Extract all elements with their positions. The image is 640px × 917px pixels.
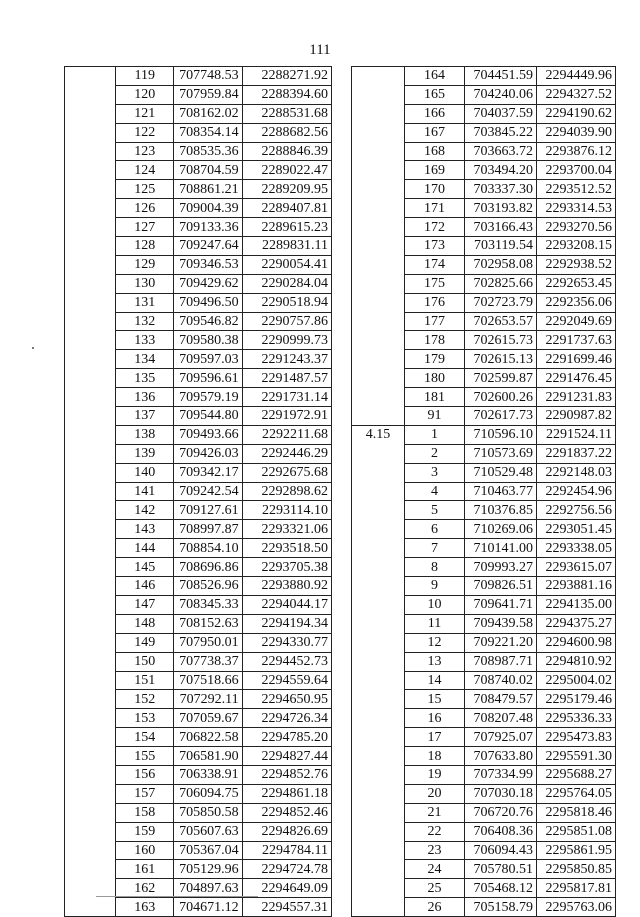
x-coordinate: 707518.66 <box>174 671 242 690</box>
y-coordinate: 2293270.56 <box>537 218 616 237</box>
x-coordinate: 707292.11 <box>174 690 242 709</box>
y-coordinate: 2293876.12 <box>537 142 616 161</box>
point-number: 142 <box>116 501 174 520</box>
x-coordinate: 707950.01 <box>174 633 242 652</box>
point-number: 135 <box>116 369 174 388</box>
point-number: 141 <box>116 482 174 501</box>
point-number: 137 <box>116 407 174 426</box>
x-coordinate: 703337.30 <box>465 180 537 199</box>
y-coordinate: 2292446.29 <box>242 444 331 463</box>
x-coordinate: 710529.48 <box>465 463 537 482</box>
point-number: 134 <box>116 350 174 369</box>
y-coordinate: 2294375.27 <box>537 614 616 633</box>
y-coordinate: 2293051.45 <box>537 520 616 539</box>
y-coordinate: 2293512.52 <box>537 180 616 199</box>
y-coordinate: 2289022.47 <box>242 161 331 180</box>
point-number: 171 <box>405 199 465 218</box>
x-coordinate: 708997.87 <box>174 520 242 539</box>
y-coordinate: 2294650.95 <box>242 690 331 709</box>
point-number: 123 <box>116 142 174 161</box>
y-coordinate: 2292356.06 <box>537 293 616 312</box>
x-coordinate: 703494.20 <box>465 161 537 180</box>
x-coordinate: 703119.54 <box>465 237 537 256</box>
point-number: 165 <box>405 85 465 104</box>
point-number: 150 <box>116 652 174 671</box>
x-coordinate: 708704.59 <box>174 161 242 180</box>
point-number: 152 <box>116 690 174 709</box>
x-coordinate: 709493.66 <box>174 425 242 444</box>
x-coordinate: 708861.21 <box>174 180 242 199</box>
point-number: 172 <box>405 218 465 237</box>
x-coordinate: 709127.61 <box>174 501 242 520</box>
y-coordinate: 2292898.62 <box>242 482 331 501</box>
y-coordinate: 2293338.05 <box>537 539 616 558</box>
point-number: 24 <box>405 860 465 879</box>
y-coordinate: 2294044.17 <box>242 595 331 614</box>
point-number: 129 <box>116 255 174 274</box>
point-number: 145 <box>116 558 174 577</box>
point-number: 1 <box>405 425 465 444</box>
x-coordinate: 705129.96 <box>174 860 242 879</box>
y-coordinate: 2288682.56 <box>242 123 331 142</box>
point-number: 17 <box>405 728 465 747</box>
x-coordinate: 707925.07 <box>465 728 537 747</box>
x-coordinate: 709993.27 <box>465 558 537 577</box>
y-coordinate: 2290518.94 <box>242 293 331 312</box>
y-coordinate: 2290054.41 <box>242 255 331 274</box>
y-coordinate: 2290757.86 <box>242 312 331 331</box>
point-number: 136 <box>116 388 174 407</box>
x-coordinate: 702615.73 <box>465 331 537 350</box>
scan-mark-left <box>32 347 34 349</box>
x-coordinate: 707633.80 <box>465 747 537 766</box>
table-row <box>352 425 616 444</box>
y-coordinate: 2294785.20 <box>242 728 331 747</box>
point-number: 7 <box>405 539 465 558</box>
x-coordinate: 709429.62 <box>174 274 242 293</box>
y-coordinate: 2294190.62 <box>537 104 616 123</box>
point-number: 19 <box>405 765 465 784</box>
y-coordinate: 2288846.39 <box>242 142 331 161</box>
point-number: 149 <box>116 633 174 652</box>
y-coordinate: 2294861.18 <box>242 784 331 803</box>
y-coordinate: 2295850.85 <box>537 860 616 879</box>
point-number: 5 <box>405 501 465 520</box>
y-coordinate: 2293208.15 <box>537 237 616 256</box>
x-coordinate: 709641.71 <box>465 595 537 614</box>
x-coordinate: 709004.39 <box>174 199 242 218</box>
section-cell <box>352 67 405 426</box>
x-coordinate: 709221.20 <box>465 633 537 652</box>
point-number: 176 <box>405 293 465 312</box>
x-coordinate: 702617.73 <box>465 407 537 426</box>
y-coordinate: 2294810.92 <box>537 652 616 671</box>
x-coordinate: 702600.26 <box>465 388 537 407</box>
point-number: 154 <box>116 728 174 747</box>
x-coordinate: 706581.90 <box>174 747 242 766</box>
point-number: 16 <box>405 709 465 728</box>
point-number: 164 <box>405 67 465 86</box>
y-coordinate: 2289615.23 <box>242 218 331 237</box>
y-coordinate: 2295818.46 <box>537 803 616 822</box>
point-number: 157 <box>116 784 174 803</box>
y-coordinate: 2294449.96 <box>537 67 616 86</box>
x-coordinate: 707334.99 <box>465 765 537 784</box>
page-number: 111 <box>309 42 331 58</box>
point-number: 91 <box>405 407 465 426</box>
y-coordinate: 2293881.16 <box>537 577 616 596</box>
y-coordinate: 2294726.34 <box>242 709 331 728</box>
x-coordinate: 706338.91 <box>174 765 242 784</box>
y-coordinate: 2291231.83 <box>537 388 616 407</box>
y-coordinate: 2292756.56 <box>537 501 616 520</box>
point-number: 169 <box>405 161 465 180</box>
x-coordinate: 709133.36 <box>174 218 242 237</box>
y-coordinate: 2293321.06 <box>242 520 331 539</box>
y-coordinate: 2289407.81 <box>242 199 331 218</box>
y-coordinate: 2295336.33 <box>537 709 616 728</box>
x-coordinate: 702599.87 <box>465 369 537 388</box>
x-coordinate: 708696.86 <box>174 558 242 577</box>
y-coordinate: 2294724.78 <box>242 860 331 879</box>
y-coordinate: 2294194.34 <box>242 614 331 633</box>
y-coordinate: 2294452.73 <box>242 652 331 671</box>
point-number: 6 <box>405 520 465 539</box>
point-number: 170 <box>405 180 465 199</box>
y-coordinate: 2295688.27 <box>537 765 616 784</box>
y-coordinate: 2294600.98 <box>537 633 616 652</box>
x-coordinate: 709597.03 <box>174 350 242 369</box>
y-coordinate: 2291243.37 <box>242 350 331 369</box>
y-coordinate: 2291524.11 <box>537 425 616 444</box>
x-coordinate: 705607.63 <box>174 822 242 841</box>
x-coordinate: 702615.13 <box>465 350 537 369</box>
y-coordinate: 2290284.04 <box>242 274 331 293</box>
y-coordinate: 2293518.50 <box>242 539 331 558</box>
y-coordinate: 2293114.10 <box>242 501 331 520</box>
point-number: 3 <box>405 463 465 482</box>
x-coordinate: 709342.17 <box>174 463 242 482</box>
y-coordinate: 2295817.81 <box>537 879 616 898</box>
y-coordinate: 2294852.76 <box>242 765 331 784</box>
y-coordinate: 2294039.90 <box>537 123 616 142</box>
point-number: 124 <box>116 161 174 180</box>
x-coordinate: 710376.85 <box>465 501 537 520</box>
table-row <box>352 67 616 86</box>
x-coordinate: 709247.64 <box>174 237 242 256</box>
y-coordinate: 2291731.14 <box>242 388 331 407</box>
point-number: 180 <box>405 369 465 388</box>
y-coordinate: 2294827.44 <box>242 747 331 766</box>
x-coordinate: 706822.58 <box>174 728 242 747</box>
x-coordinate: 710269.06 <box>465 520 537 539</box>
x-coordinate: 703845.22 <box>465 123 537 142</box>
point-number: 133 <box>116 331 174 350</box>
x-coordinate: 706094.75 <box>174 784 242 803</box>
x-coordinate: 708987.71 <box>465 652 537 671</box>
x-coordinate: 704037.59 <box>465 104 537 123</box>
x-coordinate: 709579.19 <box>174 388 242 407</box>
x-coordinate: 703663.72 <box>465 142 537 161</box>
point-number: 14 <box>405 671 465 690</box>
y-coordinate: 2292148.03 <box>537 463 616 482</box>
section-cell <box>65 67 116 917</box>
point-number: 12 <box>405 633 465 652</box>
x-coordinate: 709596.61 <box>174 369 242 388</box>
point-number: 160 <box>116 841 174 860</box>
point-number: 155 <box>116 747 174 766</box>
x-coordinate: 709346.53 <box>174 255 242 274</box>
y-coordinate: 2291476.45 <box>537 369 616 388</box>
point-number: 140 <box>116 463 174 482</box>
y-coordinate: 2295763.06 <box>537 898 616 917</box>
y-coordinate: 2292454.96 <box>537 482 616 501</box>
point-number: 173 <box>405 237 465 256</box>
x-coordinate: 702653.57 <box>465 312 537 331</box>
point-number: 21 <box>405 803 465 822</box>
y-coordinate: 2294784.11 <box>242 841 331 860</box>
point-number: 156 <box>116 765 174 784</box>
y-coordinate: 2294330.77 <box>242 633 331 652</box>
coordinates-table-left <box>64 66 332 917</box>
point-number: 178 <box>405 331 465 350</box>
point-number: 4 <box>405 482 465 501</box>
point-number: 26 <box>405 898 465 917</box>
x-coordinate: 709426.03 <box>174 444 242 463</box>
point-number: 132 <box>116 312 174 331</box>
point-number: 128 <box>116 237 174 256</box>
y-coordinate: 2288271.92 <box>242 67 331 86</box>
y-coordinate: 2293880.92 <box>242 577 331 596</box>
x-coordinate: 708535.36 <box>174 142 242 161</box>
x-coordinate: 707030.18 <box>465 784 537 803</box>
x-coordinate: 703166.43 <box>465 218 537 237</box>
x-coordinate: 704451.59 <box>465 67 537 86</box>
y-coordinate: 2293615.07 <box>537 558 616 577</box>
x-coordinate: 705367.04 <box>174 841 242 860</box>
point-number: 10 <box>405 595 465 614</box>
y-coordinate: 2294327.52 <box>537 85 616 104</box>
point-number: 147 <box>116 595 174 614</box>
point-number: 11 <box>405 614 465 633</box>
x-coordinate: 708152.63 <box>174 614 242 633</box>
point-number: 144 <box>116 539 174 558</box>
x-coordinate: 708854.10 <box>174 539 242 558</box>
y-coordinate: 2292938.52 <box>537 255 616 274</box>
point-number: 138 <box>116 425 174 444</box>
x-coordinate: 707059.67 <box>174 709 242 728</box>
y-coordinate: 2292675.68 <box>242 463 331 482</box>
y-coordinate: 2295179.46 <box>537 690 616 709</box>
x-coordinate: 709439.58 <box>465 614 537 633</box>
x-coordinate: 710596.10 <box>465 425 537 444</box>
x-coordinate: 705850.58 <box>174 803 242 822</box>
y-coordinate: 2294852.46 <box>242 803 331 822</box>
point-number: 122 <box>116 123 174 142</box>
point-number: 179 <box>405 350 465 369</box>
x-coordinate: 708162.02 <box>174 104 242 123</box>
x-coordinate: 708740.02 <box>465 671 537 690</box>
y-coordinate: 2290999.73 <box>242 331 331 350</box>
x-coordinate: 708479.57 <box>465 690 537 709</box>
point-number: 166 <box>405 104 465 123</box>
point-number: 158 <box>116 803 174 822</box>
x-coordinate: 709544.80 <box>174 407 242 426</box>
x-coordinate: 709580.38 <box>174 331 242 350</box>
x-coordinate: 708345.33 <box>174 595 242 614</box>
point-number: 22 <box>405 822 465 841</box>
point-number: 121 <box>116 104 174 123</box>
point-number: 15 <box>405 690 465 709</box>
x-coordinate: 705780.51 <box>465 860 537 879</box>
x-coordinate: 706720.76 <box>465 803 537 822</box>
point-number: 153 <box>116 709 174 728</box>
point-number: 125 <box>116 180 174 199</box>
x-coordinate: 710141.00 <box>465 539 537 558</box>
x-coordinate: 704240.06 <box>465 85 537 104</box>
y-coordinate: 2294559.64 <box>242 671 331 690</box>
point-number: 139 <box>116 444 174 463</box>
y-coordinate: 2295764.05 <box>537 784 616 803</box>
table-row <box>65 67 332 86</box>
y-coordinate: 2295473.83 <box>537 728 616 747</box>
point-number: 119 <box>116 67 174 86</box>
point-number: 146 <box>116 577 174 596</box>
x-coordinate: 706408.36 <box>465 822 537 841</box>
point-number: 18 <box>405 747 465 766</box>
x-coordinate: 708207.48 <box>465 709 537 728</box>
point-number: 2 <box>405 444 465 463</box>
y-coordinate: 2294557.31 <box>242 898 331 917</box>
point-number: 167 <box>405 123 465 142</box>
x-coordinate: 710463.77 <box>465 482 537 501</box>
point-number: 131 <box>116 293 174 312</box>
point-number: 13 <box>405 652 465 671</box>
y-coordinate: 2291487.57 <box>242 369 331 388</box>
x-coordinate: 709496.50 <box>174 293 242 312</box>
point-number: 126 <box>116 199 174 218</box>
x-coordinate: 705468.12 <box>465 879 537 898</box>
x-coordinate: 708526.96 <box>174 577 242 596</box>
point-number: 120 <box>116 85 174 104</box>
point-number: 181 <box>405 388 465 407</box>
y-coordinate: 2291737.63 <box>537 331 616 350</box>
x-coordinate: 709242.54 <box>174 482 242 501</box>
y-coordinate: 2291699.46 <box>537 350 616 369</box>
x-coordinate: 707959.84 <box>174 85 242 104</box>
point-number: 23 <box>405 841 465 860</box>
x-coordinate: 702723.79 <box>465 293 537 312</box>
x-coordinate: 710573.69 <box>465 444 537 463</box>
y-coordinate: 2291972.91 <box>242 407 331 426</box>
point-number: 177 <box>405 312 465 331</box>
point-number: 161 <box>116 860 174 879</box>
y-coordinate: 2289209.95 <box>242 180 331 199</box>
point-number: 168 <box>405 142 465 161</box>
point-number: 148 <box>116 614 174 633</box>
y-coordinate: 2288394.60 <box>242 85 331 104</box>
scan-mark-bottom-line <box>96 896 258 897</box>
x-coordinate: 702825.66 <box>465 274 537 293</box>
x-coordinate: 707738.37 <box>174 652 242 671</box>
y-coordinate: 2289831.11 <box>242 237 331 256</box>
y-coordinate: 2294135.00 <box>537 595 616 614</box>
y-coordinate: 2295851.08 <box>537 822 616 841</box>
x-coordinate: 704897.63 <box>174 879 242 898</box>
x-coordinate: 709826.51 <box>465 577 537 596</box>
x-coordinate: 702958.08 <box>465 255 537 274</box>
point-number: 151 <box>116 671 174 690</box>
point-number: 163 <box>116 898 174 917</box>
y-coordinate: 2294826.69 <box>242 822 331 841</box>
x-coordinate: 704671.12 <box>174 898 242 917</box>
point-number: 20 <box>405 784 465 803</box>
point-number: 9 <box>405 577 465 596</box>
y-coordinate: 2293700.04 <box>537 161 616 180</box>
x-coordinate: 707748.53 <box>174 67 242 86</box>
point-number: 127 <box>116 218 174 237</box>
y-coordinate: 2293314.53 <box>537 199 616 218</box>
point-number: 162 <box>116 879 174 898</box>
x-coordinate: 708354.14 <box>174 123 242 142</box>
y-coordinate: 2291837.22 <box>537 444 616 463</box>
point-number: 159 <box>116 822 174 841</box>
x-coordinate: 706094.43 <box>465 841 537 860</box>
y-coordinate: 2295591.30 <box>537 747 616 766</box>
y-coordinate: 2292653.45 <box>537 274 616 293</box>
y-coordinate: 2292049.69 <box>537 312 616 331</box>
x-coordinate: 705158.79 <box>465 898 537 917</box>
y-coordinate: 2294649.09 <box>242 879 331 898</box>
section-cell-4-15: 4.15 <box>352 425 405 916</box>
point-number: 174 <box>405 255 465 274</box>
point-number: 25 <box>405 879 465 898</box>
point-number: 8 <box>405 558 465 577</box>
point-number: 143 <box>116 520 174 539</box>
x-coordinate: 703193.82 <box>465 199 537 218</box>
y-coordinate: 2295004.02 <box>537 671 616 690</box>
y-coordinate: 2290987.82 <box>537 407 616 426</box>
x-coordinate: 709546.82 <box>174 312 242 331</box>
y-coordinate: 2293705.38 <box>242 558 331 577</box>
point-number: 175 <box>405 274 465 293</box>
coordinates-table-right <box>351 66 616 917</box>
y-coordinate: 2292211.68 <box>242 425 331 444</box>
point-number: 130 <box>116 274 174 293</box>
y-coordinate: 2295861.95 <box>537 841 616 860</box>
y-coordinate: 2288531.68 <box>242 104 331 123</box>
